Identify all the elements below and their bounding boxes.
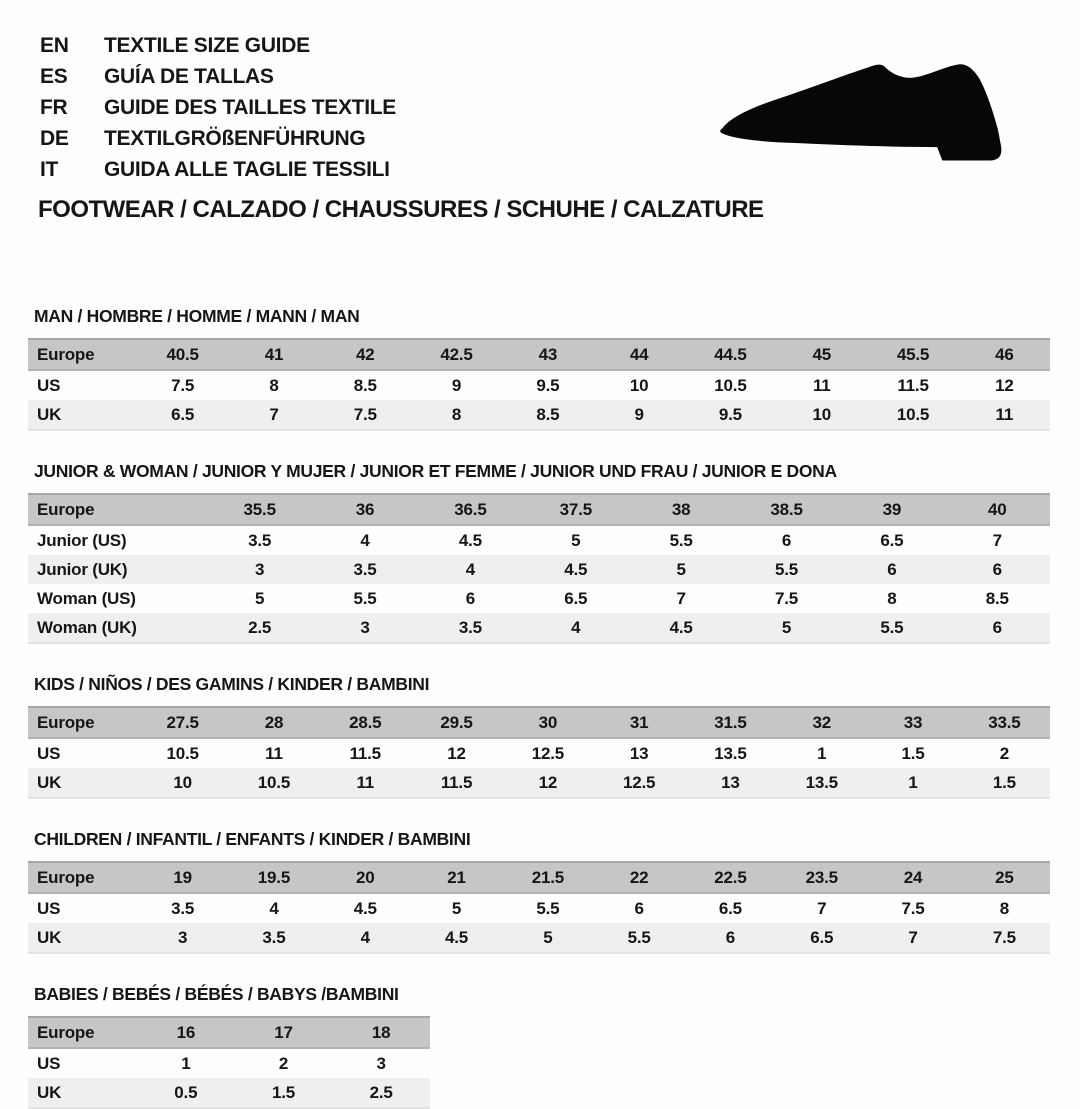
size-cell: 20	[320, 862, 411, 893]
size-tables-container	[28, 306, 1050, 1109]
size-cell: 10.5	[867, 400, 958, 430]
size-cell: 38	[629, 494, 734, 525]
size-cell: 16	[137, 1017, 235, 1048]
size-cell: 9.5	[536, 375, 560, 395]
size-cell: 7	[817, 898, 827, 918]
row-label: US	[37, 743, 61, 763]
size-cell: 45.5	[867, 339, 958, 370]
size-cell: 31.5	[685, 707, 776, 738]
size-cell: 11.5	[349, 743, 381, 763]
table-row	[28, 555, 1050, 584]
size-cell: 4	[523, 613, 628, 643]
size-cell: 6.5	[137, 400, 228, 430]
size-cell: 2	[278, 1053, 289, 1073]
size-cell: 44.5	[685, 339, 776, 370]
size-cell: 11	[959, 400, 1050, 430]
shoe-icon	[715, 60, 1025, 168]
language-code: IT	[40, 157, 59, 181]
size-cell: 7.5	[171, 375, 195, 395]
size-cell: 5.5	[353, 588, 377, 608]
size-cell: 2.5	[332, 1078, 430, 1108]
language-title: GUIDE DES TAILLES TEXTILE	[104, 95, 396, 119]
size-cell: 5	[255, 588, 265, 608]
language-title: TEXTILE SIZE GUIDE	[104, 33, 310, 57]
language-code: ES	[40, 64, 68, 88]
row-label: UK	[28, 400, 137, 430]
size-cell: 8	[999, 898, 1009, 918]
size-cell: 7.5	[959, 923, 1050, 953]
row-label: Europe	[28, 339, 137, 370]
size-cell: 5	[629, 555, 734, 584]
size-cell: 5	[502, 923, 593, 953]
size-cell: 3	[376, 1053, 386, 1073]
size-cell: 1.5	[901, 743, 925, 763]
size-table	[28, 861, 1050, 954]
size-cell: 40	[945, 494, 1050, 525]
table-row	[28, 768, 1050, 798]
size-cell: 30	[502, 707, 593, 738]
table-row	[28, 923, 1050, 953]
size-cell: 8.5	[353, 375, 377, 395]
size-cell: 22.5	[685, 862, 776, 893]
size-cell: 45	[776, 339, 867, 370]
size-cell: 44	[593, 339, 684, 370]
row-label: US	[37, 375, 61, 395]
table-header-row	[28, 862, 1050, 893]
size-cell: 43	[502, 339, 593, 370]
size-cell: 31	[593, 707, 684, 738]
row-label: Europe	[28, 1017, 137, 1048]
size-cell: 11	[320, 768, 411, 798]
row-label: Junior (UK)	[28, 555, 207, 584]
size-cell: 4.5	[411, 923, 502, 953]
size-cell: 2.5	[207, 613, 312, 643]
size-cell: 3.5	[171, 898, 195, 918]
size-cell: 7	[676, 588, 686, 608]
size-cell: 9	[451, 375, 462, 395]
size-table	[28, 493, 1050, 644]
size-cell: 28	[228, 707, 319, 738]
size-cell: 32	[776, 707, 867, 738]
table-header-row	[28, 707, 1050, 738]
language-title-block	[40, 30, 396, 185]
section-title: JUNIOR & WOMAN / JUNIOR Y MUJER / JUNIOR ET FEMME / JUNIOR UND FRAU / JUNIOR E DONA	[34, 461, 837, 481]
row-label: Woman (US)	[37, 588, 136, 608]
size-cell: 41	[228, 339, 319, 370]
size-cell: 6	[839, 555, 944, 584]
language-row-fr	[40, 92, 396, 123]
size-cell: 13.5	[776, 768, 867, 798]
table-row	[28, 1078, 430, 1108]
size-table	[28, 706, 1050, 799]
section-title: BABIES / BEBÉS / BÉBÉS / BABYS /BAMBINI	[34, 984, 399, 1004]
table-row	[28, 738, 1050, 768]
size-cell: 28.5	[320, 707, 411, 738]
size-cell: 25	[959, 862, 1050, 893]
section-title: MAN / HOMBRE / HOMME / MANN / MAN	[34, 306, 360, 326]
size-cell: 3.5	[418, 613, 523, 643]
table-header-row	[28, 339, 1050, 370]
size-cell: 12.5	[531, 743, 564, 763]
size-cell: 12.5	[593, 768, 684, 798]
section-title: KIDS / NIÑOS / DES GAMINS / KINDER / BAMBINI	[34, 674, 430, 694]
size-section	[28, 829, 1050, 954]
row-label: Junior (US)	[37, 530, 127, 550]
size-cell: 21	[411, 862, 502, 893]
size-cell: 12	[995, 375, 1014, 395]
size-cell: 5.5	[536, 898, 560, 918]
size-cell: 5	[734, 613, 839, 643]
size-cell: 8	[411, 400, 502, 430]
table-row	[28, 400, 1050, 430]
size-cell: 10.5	[714, 375, 747, 395]
row-label: Europe	[28, 494, 207, 525]
size-cell: 46	[959, 339, 1050, 370]
size-cell: 23.5	[776, 862, 867, 893]
size-cell: 6	[634, 898, 644, 918]
size-cell: 5.5	[839, 613, 944, 643]
size-cell: 6.5	[718, 898, 742, 918]
size-cell: 6.5	[564, 588, 588, 608]
size-cell: 0.5	[137, 1078, 235, 1108]
size-section	[28, 984, 1050, 1109]
size-cell: 17	[235, 1017, 333, 1048]
size-cell: 3.5	[312, 555, 417, 584]
dress-shoe-silhouette	[715, 60, 1025, 168]
size-cell: 19	[137, 862, 228, 893]
row-label: US	[37, 1053, 61, 1073]
size-cell: 10	[776, 400, 867, 430]
size-cell: 6	[945, 613, 1050, 643]
size-section	[28, 674, 1050, 799]
language-title: GUÍA DE TALLAS	[104, 64, 274, 88]
language-row-en	[40, 30, 396, 61]
size-cell: 9	[593, 400, 684, 430]
size-cell: 4.5	[353, 898, 377, 918]
table-row	[28, 525, 1050, 555]
size-cell: 3	[137, 923, 228, 953]
language-code: FR	[40, 95, 68, 119]
row-label: UK	[28, 1078, 137, 1108]
size-cell: 39	[839, 494, 944, 525]
language-row-es	[40, 61, 396, 92]
size-cell: 1	[867, 768, 958, 798]
size-cell: 4	[360, 530, 370, 550]
size-cell: 4	[418, 555, 523, 584]
size-cell: 22	[593, 862, 684, 893]
row-label: Woman (UK)	[28, 613, 207, 643]
section-title: CHILDREN / INFANTIL / ENFANTS / KINDER / BAMBINI	[34, 829, 471, 849]
size-cell: 6.5	[776, 923, 867, 953]
size-cell: 5.5	[669, 530, 693, 550]
size-cell: 7.5	[901, 898, 925, 918]
size-cell: 21.5	[502, 862, 593, 893]
language-title: TEXTILGRÖßENFÜHRUNG	[104, 126, 366, 150]
size-cell: 8	[269, 375, 279, 395]
size-cell: 1	[817, 743, 827, 763]
size-cell: 5	[451, 898, 462, 918]
size-cell: 18	[332, 1017, 430, 1048]
size-cell: 1	[181, 1053, 191, 1073]
row-label: UK	[28, 768, 137, 798]
size-cell: 3.5	[228, 923, 319, 953]
size-cell: 9.5	[685, 400, 776, 430]
size-cell: 6	[781, 530, 792, 550]
language-row-it	[40, 154, 396, 185]
size-cell: 5	[571, 530, 581, 550]
size-cell: 36	[312, 494, 417, 525]
size-cell: 7	[867, 923, 958, 953]
row-label: Europe	[28, 707, 137, 738]
language-title: GUIDA ALLE TAGLIE TESSILI	[104, 157, 390, 181]
size-cell: 19.5	[228, 862, 319, 893]
size-cell: 11.5	[897, 375, 929, 395]
size-cell: 11.5	[411, 768, 502, 798]
size-cell: 11	[265, 743, 283, 763]
size-cell: 4	[269, 898, 279, 918]
size-cell: 13.5	[714, 743, 747, 763]
size-cell: 10.5	[228, 768, 319, 798]
size-cell: 37.5	[523, 494, 628, 525]
table-row	[28, 1048, 430, 1078]
size-cell: 1.5	[235, 1078, 333, 1108]
row-label: US	[37, 898, 61, 918]
table-row	[28, 370, 1050, 400]
size-cell: 40.5	[137, 339, 228, 370]
size-cell: 8.5	[502, 400, 593, 430]
size-table	[28, 338, 1050, 431]
size-cell: 4.5	[629, 613, 734, 643]
size-cell: 6.5	[880, 530, 904, 550]
category-heading: FOOTWEAR / CALZADO / CHAUSSURES / SCHUHE / CALZATURE	[38, 196, 764, 223]
size-cell: 42.5	[411, 339, 502, 370]
table-row	[28, 893, 1050, 923]
size-cell: 10	[137, 768, 228, 798]
language-row-de	[40, 123, 396, 154]
size-cell: 7.5	[320, 400, 411, 430]
language-code: EN	[40, 33, 69, 57]
size-cell: 5.5	[593, 923, 684, 953]
size-cell: 2	[999, 743, 1009, 763]
size-cell: 6	[465, 588, 476, 608]
size-cell: 33.5	[959, 707, 1050, 738]
table-row	[28, 584, 1050, 613]
size-cell: 10	[629, 375, 649, 395]
table-header-row	[28, 494, 1050, 525]
size-cell: 35.5	[207, 494, 312, 525]
language-code: DE	[40, 126, 69, 150]
size-cell: 36.5	[418, 494, 523, 525]
size-cell: 11	[812, 375, 831, 395]
table-row	[28, 613, 1050, 643]
size-cell: 3	[207, 555, 312, 584]
size-cell: 5.5	[734, 555, 839, 584]
size-cell: 7	[228, 400, 319, 430]
size-cell: 8.5	[985, 588, 1009, 608]
size-cell: 7.5	[775, 588, 799, 608]
size-cell: 8	[887, 588, 897, 608]
size-cell: 4.5	[523, 555, 628, 584]
size-section	[28, 306, 1050, 431]
size-cell: 24	[867, 862, 958, 893]
size-cell: 6	[945, 555, 1050, 584]
size-cell: 13	[629, 743, 649, 763]
table-header-row	[28, 1017, 430, 1048]
size-cell: 29.5	[411, 707, 502, 738]
size-cell: 12	[502, 768, 593, 798]
size-cell: 27.5	[137, 707, 228, 738]
size-cell: 3	[312, 613, 417, 643]
size-cell: 13	[685, 768, 776, 798]
size-cell: 12	[447, 743, 466, 763]
size-table	[28, 1016, 430, 1109]
size-section	[28, 461, 1050, 644]
size-cell: 1.5	[959, 768, 1050, 798]
row-label: UK	[28, 923, 137, 953]
size-cell: 42	[320, 339, 411, 370]
size-cell: 33	[867, 707, 958, 738]
size-cell: 38.5	[734, 494, 839, 525]
size-cell: 10.5	[166, 743, 199, 763]
row-label: Europe	[28, 862, 137, 893]
size-cell: 7	[992, 530, 1002, 550]
size-cell: 3.5	[248, 530, 272, 550]
size-cell: 6	[685, 923, 776, 953]
size-cell: 4.5	[458, 530, 482, 550]
size-cell: 4	[320, 923, 411, 953]
